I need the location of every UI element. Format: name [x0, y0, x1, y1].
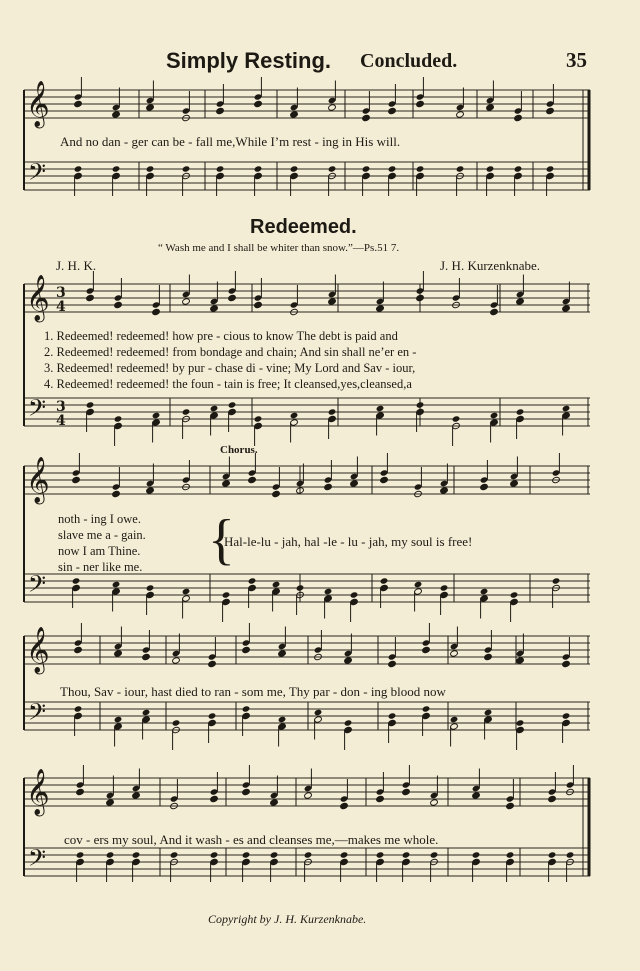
- note-head: [272, 581, 281, 588]
- note-head: [182, 165, 191, 172]
- note-head: [516, 719, 525, 726]
- note-head: [242, 705, 251, 712]
- note-head: [450, 650, 459, 657]
- note-head: [362, 114, 371, 121]
- note-head: [422, 646, 431, 653]
- note-head: [456, 165, 465, 172]
- bass-clef: 𝄢: [28, 158, 47, 191]
- note-head: [208, 712, 217, 719]
- verse-1: 1. Redeemed! redeemed! how pre - cious to know The debt is paid and: [44, 329, 398, 343]
- note-head: [430, 799, 439, 806]
- note-head: [414, 581, 423, 588]
- note-head: [112, 581, 121, 588]
- note-head: [142, 709, 151, 716]
- note-head: [146, 584, 155, 591]
- hymn-title: Redeemed.: [250, 216, 357, 238]
- note-head: [350, 591, 359, 598]
- note-head: [210, 405, 219, 412]
- treble-clef: 𝄞: [26, 457, 50, 503]
- note-head: [480, 588, 489, 595]
- note-head: [182, 408, 191, 415]
- note-head: [440, 584, 449, 591]
- note-head: [296, 584, 305, 591]
- note-head: [440, 487, 449, 494]
- note-head: [548, 851, 557, 858]
- tsig-bass-bottom: 4: [56, 413, 66, 429]
- verse-4: 4. Redeemed! redeemed! the foun - tain is free; It cleansed,yes,cleansed,a: [44, 377, 412, 391]
- note-head: [254, 301, 263, 308]
- verse-ending-3: now I am Thine.: [58, 544, 141, 558]
- note-head: [510, 591, 519, 598]
- note-head: [210, 795, 219, 802]
- note-head: [490, 308, 499, 315]
- note-head: [344, 657, 353, 664]
- note-head: [242, 851, 251, 858]
- verse-brace: {: [208, 509, 235, 571]
- note-head: [182, 588, 191, 595]
- treble-clef: 𝄞: [26, 627, 50, 673]
- note-head: [486, 165, 495, 172]
- note-head: [74, 705, 83, 712]
- note-head: [510, 480, 519, 487]
- note-head: [216, 107, 225, 114]
- note-head: [562, 405, 571, 412]
- verse-ending-4: sin - ner like me.: [58, 560, 143, 574]
- note-head: [506, 802, 515, 809]
- note-head: [416, 294, 425, 301]
- note-head: [450, 716, 459, 723]
- note-head: [562, 660, 571, 667]
- note-head: [480, 483, 489, 490]
- note-head: [278, 716, 287, 723]
- note-head: [142, 653, 151, 660]
- note-head: [112, 111, 121, 118]
- concluded-label: Concluded.: [360, 50, 458, 72]
- note-head: [416, 401, 425, 408]
- note-head: [514, 165, 523, 172]
- note-head: [328, 408, 337, 415]
- note-head: [376, 795, 385, 802]
- tsig-bass-top: 3: [56, 399, 66, 415]
- note-head: [402, 788, 411, 795]
- note-head: [388, 712, 397, 719]
- note-head: [72, 577, 81, 584]
- note-head: [388, 107, 397, 114]
- note-head: [172, 719, 181, 726]
- note-head: [228, 401, 237, 408]
- note-head: [430, 851, 439, 858]
- note-head: [344, 719, 353, 726]
- treble-clef: 𝄞: [26, 81, 50, 127]
- verse-3: 3. Redeemed! redeemed! by pur - chase di - vine; My Lord and Sav - iour,: [44, 361, 416, 375]
- epigraph: “ Wash me and I shall be whiter than snow.”—Ps.51 7.: [158, 242, 400, 254]
- verse-ending-2: slave me a - gain.: [58, 528, 146, 542]
- note-head: [552, 577, 561, 584]
- note-head: [152, 308, 161, 315]
- note-head: [248, 577, 257, 584]
- chorus-label: Chorus.: [220, 444, 258, 456]
- note-head: [380, 476, 389, 483]
- note-head: [484, 709, 493, 716]
- note-head: [328, 165, 337, 172]
- treble-clef: 𝄞: [26, 769, 50, 815]
- note-head: [516, 657, 525, 664]
- note-head: [106, 799, 115, 806]
- note-head: [172, 657, 181, 664]
- note-head: [278, 650, 287, 657]
- note-head: [106, 851, 115, 858]
- note-head: [222, 480, 231, 487]
- note-head: [210, 851, 219, 858]
- treble-clef: 𝄞: [26, 275, 50, 321]
- note-head: [114, 650, 123, 657]
- note-head: [388, 660, 397, 667]
- note-head: [76, 851, 85, 858]
- note-head: [376, 851, 385, 858]
- note-head: [304, 792, 313, 799]
- music-credit: J. H. Kurzenknabe.: [440, 258, 540, 273]
- copyright: Copyright by J. H. Kurzenknabe.: [208, 912, 367, 926]
- note-head: [548, 795, 557, 802]
- note-head: [132, 851, 141, 858]
- note-head: [304, 851, 313, 858]
- note-head: [270, 851, 279, 858]
- note-head: [272, 490, 281, 497]
- note-head: [388, 165, 397, 172]
- note-head: [210, 305, 219, 312]
- note-head: [114, 415, 123, 422]
- note-head: [562, 712, 571, 719]
- note-head: [254, 165, 263, 172]
- note-head: [340, 802, 349, 809]
- note-head: [484, 653, 493, 660]
- note-head: [566, 851, 575, 858]
- note-head: [242, 646, 251, 653]
- bass-clef: 𝄢: [28, 844, 47, 877]
- note-head: [472, 792, 481, 799]
- note-head: [562, 305, 571, 312]
- note-head: [376, 305, 385, 312]
- note-head: [72, 476, 81, 483]
- page-title: Simply Resting.: [166, 48, 332, 73]
- note-head: [74, 100, 83, 107]
- note-head: [146, 165, 155, 172]
- note-head: [86, 294, 95, 301]
- note-head: [290, 111, 299, 118]
- bass-clef: 𝄢: [28, 394, 47, 427]
- note-head: [290, 412, 299, 419]
- note-head: [546, 107, 555, 114]
- note-head: [324, 588, 333, 595]
- note-head: [74, 165, 83, 172]
- note-head: [362, 165, 371, 172]
- note-head: [242, 788, 251, 795]
- note-head: [152, 412, 161, 419]
- note-head: [506, 851, 515, 858]
- note-head: [324, 483, 333, 490]
- note-head: [170, 851, 179, 858]
- note-head: [516, 408, 525, 415]
- note-head: [340, 851, 349, 858]
- note-head: [86, 401, 95, 408]
- chorus-line-1: Hal-le-lu - jah, hal -le - lu - jah, my soul is free!: [224, 534, 473, 549]
- note-head: [328, 104, 337, 111]
- note-head: [328, 298, 337, 305]
- note-head: [402, 851, 411, 858]
- note-head: [490, 412, 499, 419]
- note-head: [112, 165, 121, 172]
- verse-ending-1: noth - ing I owe.: [58, 512, 141, 526]
- note-head: [416, 100, 425, 107]
- note-head: [416, 165, 425, 172]
- note-head: [290, 165, 299, 172]
- note-head: [208, 660, 217, 667]
- note-head: [270, 799, 279, 806]
- note-head: [314, 709, 323, 716]
- note-head: [254, 100, 263, 107]
- note-head: [514, 114, 523, 121]
- tsig-treble-bottom: 4: [56, 299, 66, 315]
- note-head: [112, 490, 121, 497]
- chorus-line-2: Thou, Sav - iour, hast died to ran - som me, Thy par - don - ing blood now: [60, 684, 446, 699]
- words-credit: J. H. K.: [56, 258, 97, 273]
- note-head: [422, 705, 431, 712]
- note-head: [216, 165, 225, 172]
- bass-clef: 𝄢: [28, 570, 47, 603]
- bass-clef: 𝄢: [28, 698, 47, 731]
- note-head: [114, 301, 123, 308]
- page-number: 35: [566, 48, 587, 72]
- system1-lyric: And no dan - ger can be - fall me,While I’m rest - ing in His will.: [60, 134, 401, 149]
- note-head: [146, 487, 155, 494]
- note-head: [76, 788, 85, 795]
- note-head: [146, 104, 155, 111]
- note-head: [456, 111, 465, 118]
- note-head: [546, 165, 555, 172]
- note-head: [248, 476, 257, 483]
- note-head: [486, 104, 495, 111]
- note-head: [228, 294, 237, 301]
- note-head: [452, 415, 461, 422]
- note-head: [132, 792, 141, 799]
- tsig-treble-top: 3: [56, 285, 66, 301]
- note-head: [376, 405, 385, 412]
- note-head: [350, 480, 359, 487]
- note-head: [254, 415, 263, 422]
- note-head: [114, 716, 123, 723]
- chorus-line-3: cov - ers my soul, And it wash - es and cleanses me,—makes me whole.: [64, 832, 439, 847]
- note-head: [222, 591, 231, 598]
- note-head: [182, 298, 191, 305]
- note-head: [74, 646, 83, 653]
- note-head: [380, 577, 389, 584]
- note-head: [472, 851, 481, 858]
- verse-2: 2. Redeemed! redeemed! from bondage and chain; And sin shall ne’er en -: [44, 345, 417, 359]
- note-head: [516, 298, 525, 305]
